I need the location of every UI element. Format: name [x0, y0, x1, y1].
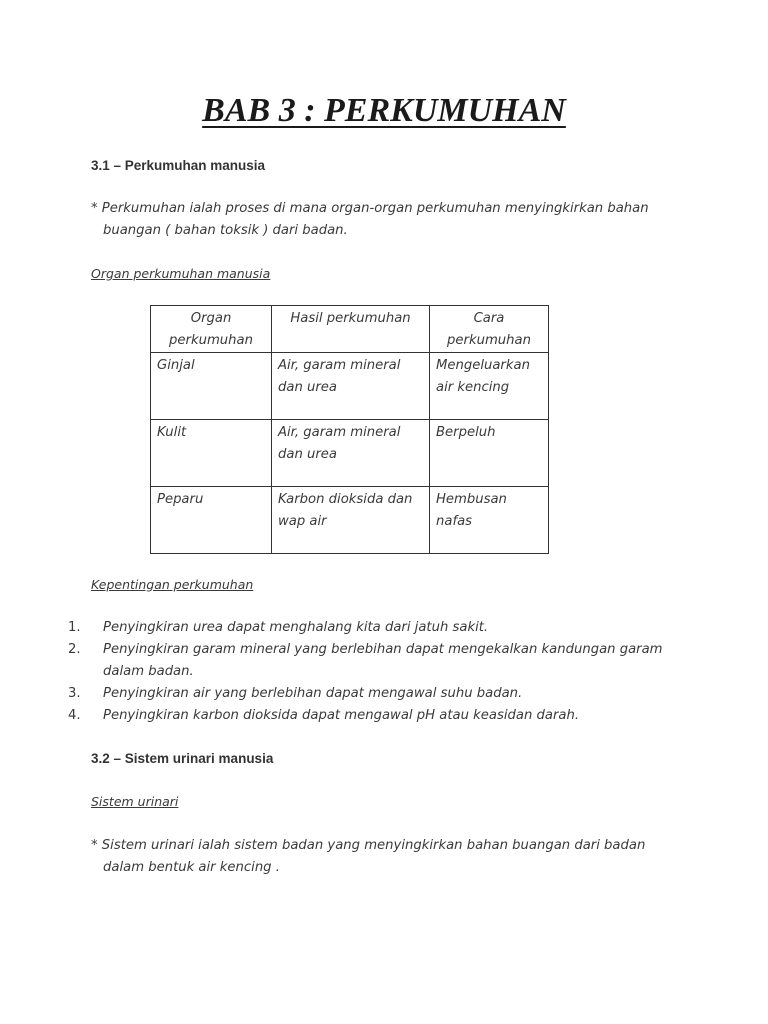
table-cell: [151, 487, 272, 554]
cell-text: wap air: [278, 514, 327, 529]
table-cell: [430, 487, 549, 554]
cell-text: Peparu: [157, 492, 204, 507]
table-cell: [151, 353, 272, 420]
cell-text: air kencing: [436, 380, 510, 395]
header-text: perkumuhan: [169, 333, 253, 348]
cell-text: Karbon dioksida dan: [278, 492, 413, 507]
importance-caption: Kepentingan perkumuhan: [91, 577, 254, 592]
section-3-2-heading: 3.2 – Sistem urinari manusia: [91, 751, 274, 766]
list-item-number: 2.: [68, 642, 81, 657]
list-item-number: 1.: [68, 620, 81, 635]
cell-text: dan urea: [278, 380, 337, 395]
list-item-text: Penyingkiran karbon dioksida dapat mengawal pH atau keasidan darah.: [103, 708, 580, 723]
table-row: [151, 353, 549, 420]
definition-urinari-line-1: * Sistem urinari ialah sistem badan yang menyingkirkan bahan buangan dari badan: [91, 838, 646, 853]
list-item: [0, 617, 703, 639]
cell-text: Mengeluarkan: [436, 358, 530, 373]
header-text: perkumuhan: [447, 333, 531, 348]
document-title-text: BAB 3 : PERKUMUHAN: [202, 92, 566, 129]
list-item: [0, 683, 703, 705]
table-cell: [430, 353, 549, 420]
definition-urinari-line-2: dalam bentuk air kencing .: [103, 860, 280, 875]
list-item-text: Penyingkiran garam mineral yang berlebihan dapat mengekalkan kandungan garam: [103, 642, 663, 657]
cell-text: nafas: [436, 514, 473, 529]
definition-perkumuhan-line-1: * Perkumuhan ialah proses di mana organ-organ perkumuhan menyingkirkan bahan: [91, 201, 649, 216]
table-header-cell: [272, 306, 430, 353]
header-text: Cara: [473, 311, 505, 326]
list-item-number: 4.: [68, 708, 81, 723]
table-caption: Organ perkumuhan manusia: [91, 266, 271, 281]
cell-text: Hembusan: [436, 492, 507, 507]
list-item-text: dalam badan.: [103, 664, 194, 679]
definition-perkumuhan-line-2: buangan ( bahan toksik ) dari badan.: [103, 223, 348, 238]
table-header-row: [151, 306, 549, 353]
table-cell: [430, 420, 549, 487]
list-item: [0, 705, 703, 727]
list-item-text: Penyingkiran air yang berlebihan dapat mengawal suhu badan.: [103, 686, 523, 701]
urinary-subheading: Sistem urinari: [91, 794, 179, 809]
list-item: [0, 639, 703, 683]
table-cell: [272, 487, 430, 554]
cell-text: Ginjal: [157, 358, 195, 373]
cell-text: Air, garam mineral: [278, 358, 401, 373]
importance-list: [0, 617, 703, 727]
table-cell: [272, 420, 430, 487]
table-cell: [272, 353, 430, 420]
header-text: Organ: [190, 311, 232, 326]
document-title: [0, 92, 768, 130]
cell-text: Air, garam mineral: [278, 425, 401, 440]
cell-text: dan urea: [278, 447, 337, 462]
table-header-cell: [430, 306, 549, 353]
table-header-cell: [151, 306, 272, 353]
table-row: [151, 420, 549, 487]
organ-table: [150, 305, 549, 554]
table-cell: [151, 420, 272, 487]
list-item-number: 3.: [68, 686, 81, 701]
header-text: Hasil perkumuhan: [290, 311, 411, 326]
cell-text: Berpeluh: [436, 425, 496, 440]
table-row: [151, 487, 549, 554]
list-item-text: Penyingkiran urea dapat menghalang kita dari jatuh sakit.: [103, 620, 489, 635]
cell-text: Kulit: [157, 425, 187, 440]
section-3-1-heading: 3.1 – Perkumuhan manusia: [91, 158, 266, 173]
